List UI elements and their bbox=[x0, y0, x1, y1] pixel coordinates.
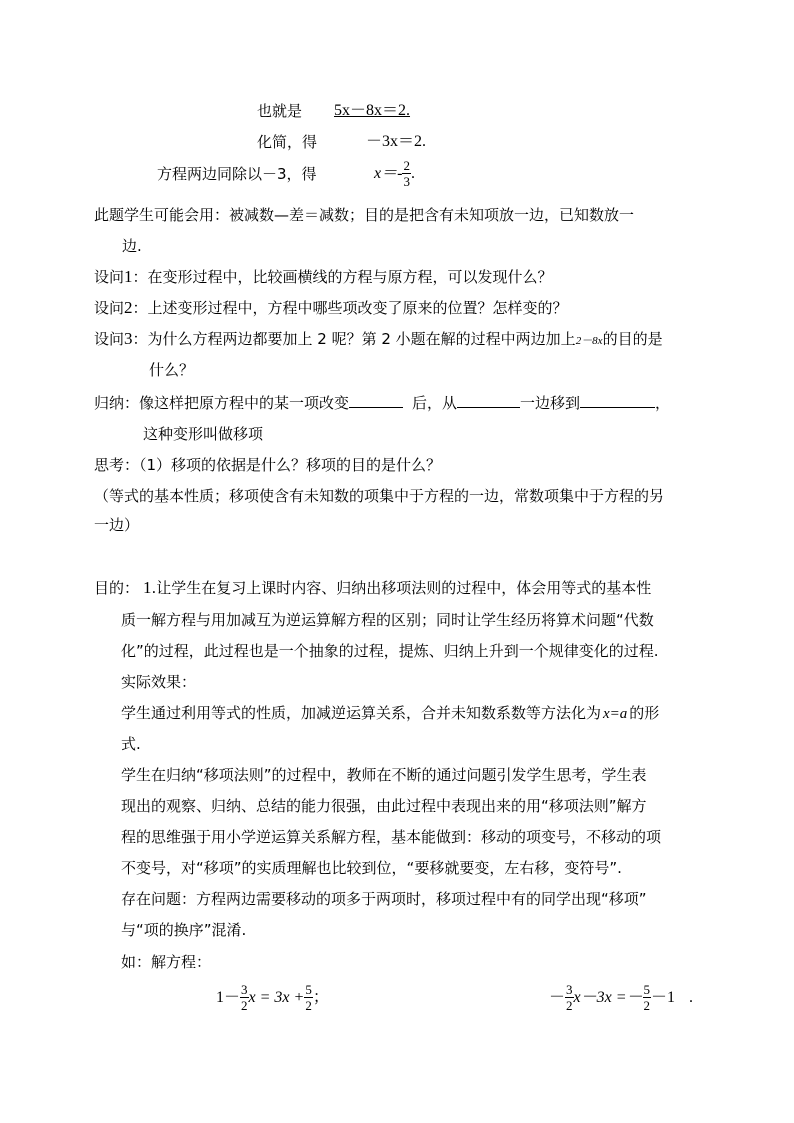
fraction bbox=[643, 982, 652, 1013]
goal-line-10: 不变号，对“移项”的实质理解也比较到位，“要移就要变，左右移，变符号”. bbox=[121, 859, 622, 877]
step-equation-1: 5x－8x＝2. bbox=[334, 102, 411, 119]
step-label-3: 方程两边同除以－3，得 bbox=[157, 165, 317, 183]
summary-text-b: 后，从 bbox=[412, 394, 458, 412]
question-number: 1 bbox=[124, 267, 133, 286]
fraction-numerator: 2 bbox=[403, 158, 410, 173]
question-number: 2 bbox=[124, 298, 133, 317]
note-line-1: 此题学生可能会用：被减数—差＝减数；目的是把含有未知项放一边，已知数放一 bbox=[94, 206, 635, 224]
summary-text-a: 归纳：像这样把原方程中的某一项改变 bbox=[94, 394, 350, 412]
think-line-1: 思考：（1）移项的依据是什么？移项的目的是什么？ bbox=[94, 456, 442, 474]
eq1-part-a: 1－ bbox=[216, 989, 241, 1006]
step3-end: . bbox=[410, 165, 415, 182]
fraction-denominator: 2 bbox=[643, 998, 651, 1013]
goal-line-8: 现出的观察、归纳、总结的能力很强，由此过程中表现出来的用“移项法则”解方 bbox=[121, 797, 647, 815]
think-line-3: 一边） bbox=[94, 516, 140, 534]
fill-blank-3[interactable] bbox=[580, 393, 655, 408]
summary-text-c: 一边移到 bbox=[520, 394, 581, 412]
fraction-denominator: 2 bbox=[241, 998, 248, 1013]
question-prefix: 设问 bbox=[94, 330, 125, 348]
summary-line-2: 这种变形叫做移项 bbox=[143, 425, 264, 443]
step-label-text: 也就是 bbox=[257, 102, 303, 120]
fraction bbox=[240, 982, 249, 1013]
goal-text: .让学生在复习上课时内容、归纳出移项法则的过程中，体会用等式的基本性 bbox=[151, 579, 652, 597]
fraction bbox=[402, 158, 411, 189]
goal-line-6: 式. bbox=[121, 735, 141, 753]
goal-number: 1 bbox=[143, 578, 152, 597]
goal-line-1 bbox=[94, 578, 651, 598]
eq1-part-b: x = 3x + bbox=[248, 989, 305, 1006]
fraction-numerator: 3 bbox=[241, 982, 248, 997]
goal-line-4: 实际效果： bbox=[121, 673, 197, 691]
eq2-part-c: －1 bbox=[651, 989, 676, 1006]
fill-blank-2[interactable] bbox=[457, 393, 520, 408]
step-equation-2: －3x＝2. bbox=[366, 133, 427, 150]
goal-line-12: 与“项的换序”混淆. bbox=[121, 921, 247, 939]
example-equation-2 bbox=[549, 977, 693, 1018]
goal-line-7: 学生在归纳“移项法则”的过程中，教师在不断的通过问题引发学生思考，学生表 bbox=[121, 766, 647, 784]
fraction-numerator: 3 bbox=[566, 982, 573, 997]
goal-expression: x=a bbox=[603, 706, 628, 722]
fill-blank-1[interactable] bbox=[349, 393, 403, 408]
fraction-denominator: 2 bbox=[566, 998, 573, 1013]
fraction bbox=[304, 982, 313, 1013]
question-prefix: 设问 bbox=[94, 299, 125, 317]
goal-line-11: 存在问题：方程两边需要移动的项多于两项时，移项过程中有的同学出现“移项” bbox=[121, 890, 647, 908]
step-equation-3 bbox=[374, 155, 415, 192]
goal-line-5-b: 的形 bbox=[629, 704, 660, 722]
question-3-line-2: 什么？ bbox=[149, 361, 195, 379]
fraction-denominator: 2 bbox=[305, 998, 312, 1013]
question-text: ：在变形过程中，比较画横线的方程与原方程，可以发现什么？ bbox=[132, 268, 553, 286]
step-label-1 bbox=[257, 101, 302, 121]
goal-line-5 bbox=[121, 703, 659, 724]
eq1-end: ； bbox=[312, 989, 329, 1006]
think-line-2: （等式的基本性质；移项使含有未知数的项集中于方程的一边，常数项集中于方程的另 bbox=[94, 487, 665, 505]
summary-text-d: ， bbox=[655, 394, 671, 412]
goal-line-9: 程的思维强于用小学逆运算关系解方程，基本能做到：移动的项变号，不移动的项 bbox=[121, 828, 662, 846]
question-prefix: 设问 bbox=[94, 268, 125, 286]
fraction bbox=[565, 982, 574, 1013]
step3-lhs: x＝- bbox=[374, 165, 403, 182]
question-expression: 2－8x bbox=[575, 335, 603, 347]
fraction-denominator: 3 bbox=[403, 174, 410, 189]
fraction-numerator: 5 bbox=[305, 982, 312, 997]
note-line-2: 边. bbox=[122, 237, 142, 255]
example-equation-1 bbox=[216, 977, 329, 1018]
goal-line-2: 质一解方程与用加减互为逆运算解方程的区别；同时让学生经历将算术问题“代数 bbox=[121, 611, 654, 629]
goal-label: 目的： bbox=[94, 579, 140, 597]
goal-line-3: 化”的过程，此过程也是一个抽象的过程，提炼、归纳上升到一个规律变化的过程. bbox=[121, 642, 659, 660]
goal-line-5-a: 学生通过利用等式的性质，加减逆运算关系，合并未知数系数等方法化为 bbox=[121, 704, 602, 722]
question-1 bbox=[94, 267, 553, 287]
eq2-end: . bbox=[689, 989, 694, 1006]
question-2 bbox=[94, 298, 568, 318]
eq2-part-a: － bbox=[549, 989, 566, 1006]
question-number: 3 bbox=[124, 329, 133, 348]
fraction-numerator: 5 bbox=[643, 982, 651, 997]
summary-line-1 bbox=[94, 393, 670, 413]
question-text: ：为什么方程两边都要加上 2 呢？第 2 小题在解的过程中两边加上 bbox=[132, 330, 576, 348]
question-3 bbox=[94, 329, 663, 351]
step-label-2: 化简，得 bbox=[257, 133, 318, 151]
question-text-tail: 的目的是 bbox=[602, 330, 663, 348]
eq2-part-b: x－3x =－ bbox=[573, 989, 643, 1006]
question-text: ：上述变形过程中，方程中哪些项改变了原来的位置？怎样变的？ bbox=[132, 299, 568, 317]
goal-line-13: 如：解方程： bbox=[121, 953, 212, 971]
